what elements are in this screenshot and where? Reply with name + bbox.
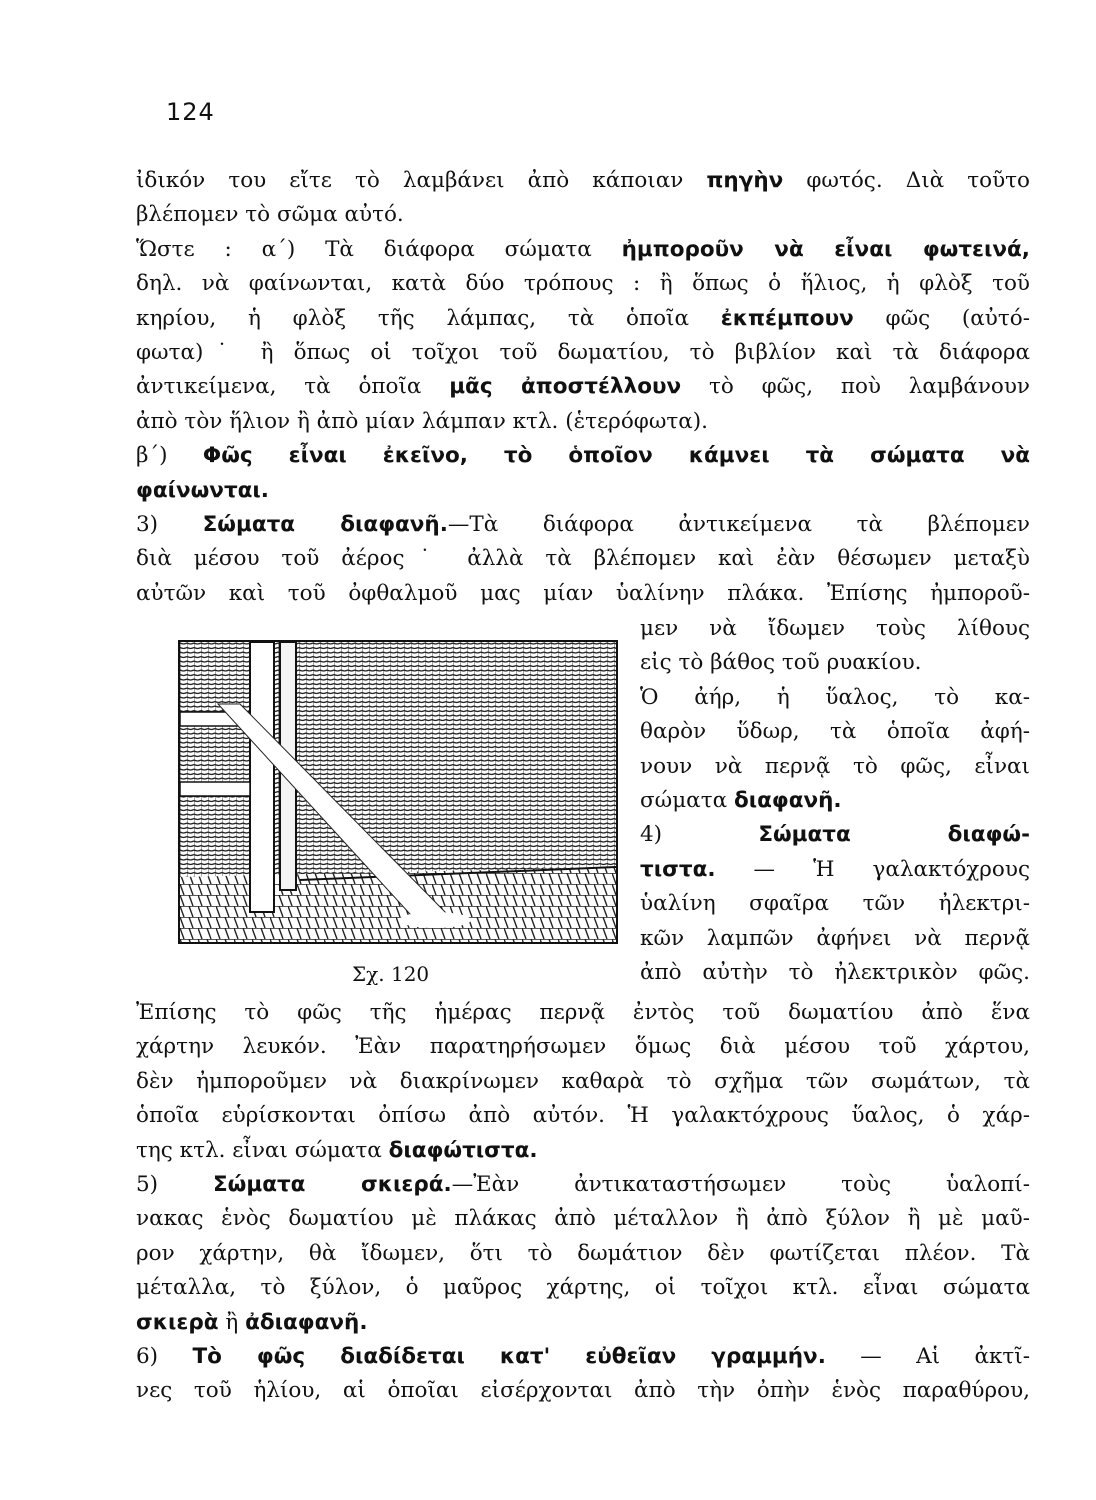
text-run: εἰς τὸ βάθος τοῦ ρυακίου. [640,650,922,676]
text-line [136,1306,1030,1340]
text-run: — Ἡ γαλακτόχρους [715,856,1030,882]
text-run: —Ἐὰν ἀντικαταστήσωμεν τοὺς ὑαλοπί- [451,1172,1030,1197]
text-line [136,1099,1030,1133]
text-line [136,996,1030,1030]
text-run: ὁποῖα εὑρίσκονται ὀπίσω ἀπὸ αὐτόν. Ἡ γαλακτόχρους ὕαλος, ὁ χάρ- [136,1103,1030,1129]
bold-term: ἀδιαφανῆ. [245,1309,368,1335]
text-run: μεν νὰ ἴδωμεν τοὺς λίθους [640,616,1030,641]
text-line [136,1340,1030,1374]
text-run: 4) [640,822,759,848]
bold-term: ἠμποροῦν νὰ εἶναι φωτεινά, [621,236,1030,262]
text-run: δὲν ἠμποροῦμεν νὰ διακρίνωμεν καθαρὰ τὸ σχῆμα τῶν σωμάτων, τὰ [136,1068,1030,1094]
text-run: διὰ μέσου τοῦ ἀέρος˙ ἀλλὰ τὰ βλέπομεν καὶ ἐὰν θέσωμεν μεταξὺ [136,546,1030,572]
text-line [640,956,1030,990]
bold-term: σκιερὰ [136,1309,219,1335]
bold-term: Σώματα διαφώ- [758,822,1030,848]
text-run: —Τὰ διάφορα ἀντικείμενα τὰ βλέπομεν [447,512,1030,537]
text-line [136,1030,1030,1064]
bold-term: Φῶς εἶναι ἐκεῖνο, τὸ ὁποῖον κάμνει τὰ σώματα νὰ [202,443,1030,469]
text-line [640,784,1030,818]
text-line [640,853,1030,887]
text-run: 3) [136,512,203,537]
text-run: κῶν λαμπῶν ἀφήνει νὰ περνᾷ [640,925,1030,951]
text-line [136,1134,1030,1168]
text-line [136,233,1030,267]
text-line [136,267,1030,301]
text-run: δηλ. νὰ φαίνωνται, κατὰ δύο τρόπους : ἢ ὅπως ὁ ἥλιος, ἡ φλὸξ τοῦ [136,271,1030,297]
figure-caption: Σχ. 120 [352,962,430,986]
bold-term: πηγὴν [706,168,784,193]
text-line [136,370,1030,404]
text-run: μέταλλα, τὸ ξύλον, ὁ μαῦρος χάρτης, οἱ τοῖχοι κτλ. εἶναι σώματα [136,1275,1030,1301]
text-line [640,646,1030,680]
text-run: 6) [136,1344,193,1369]
text-run: ἀπὸ αὐτὴν τὸ ἠλεκτρικὸν φῶς. [640,960,1030,985]
text-line [136,1168,1030,1202]
bold-term: ἐκπέμπουν [720,305,854,331]
text-line [640,715,1030,749]
text-line [640,681,1030,715]
bold-term: Σώματα διαφανῆ. [202,512,448,537]
text-run: ρον χάρτην, θὰ ἴδωμεν, ὅτι τὸ δωμάτιον δὲν φωτίζεται πλέον. Τὰ [136,1240,1030,1266]
text-run: — Αἱ ἀκτῖ- [825,1344,1030,1369]
text-line [640,750,1030,784]
text-run: φωτα)˙ ἢ ὅπως οἱ τοῖχοι τοῦ δωματίου, τὸ βιβλίον καὶ τὰ διάφορα [136,340,1030,365]
bold-term: τιστα. [640,856,716,882]
text-line [136,577,1030,611]
text-run: ἢ [218,1309,246,1335]
text-line [136,1237,1030,1271]
text-run: χάρτην λευκόν. Ἐὰν παρατηρήσωμεν ὅμως διὰ μέσου τοῦ χάρτου, [136,1034,1030,1060]
text-run: σώματα [640,788,734,813]
text-line [136,542,1030,576]
text-line [136,474,1030,508]
text-run: 5) [136,1172,213,1197]
text-line [136,439,1030,473]
text-line [136,1065,1030,1099]
text-line [640,887,1030,921]
page-number: 124 [166,98,215,126]
bold-term: Σώματα σκιερά. [213,1172,452,1197]
text-run: φῶς (αὐτό- [853,305,1030,331]
text-line [640,922,1030,956]
text-run: κηρίου, ἡ φλὸξ τῆς λάμπας, τὰ ὁποῖα [136,305,721,331]
text-run: ἰδικόν του εἴτε τὸ λαμβάνει ἀπὸ κάποιαν [136,168,707,193]
text-run: νουν νὰ περνᾷ τὸ φῶς, εἶναι [640,753,1030,779]
bold-term: φαίνωνται. [136,477,269,503]
text-line [136,1271,1030,1305]
text-run: ὑαλίνη σφαῖρα τῶν ἠλεκτρι- [640,891,1030,917]
text-line [136,164,1030,198]
bold-term: Τὸ φῶς διαδίδεται κατ' εὐθεῖαν γραμμήν. [192,1344,826,1369]
text-run: βλέπομεν τὸ σῶμα αὐτό. [136,202,404,228]
text-line [640,612,1030,646]
text-run: β΄) [136,443,203,469]
text-run: Ὥστε : α΄) Τὰ διάφορα σώματα [136,236,622,262]
text-line [136,508,1030,542]
text-run: τὸ φῶς, ποὺ λαμβάνουν [681,374,1031,400]
text-run: νες τοῦ ἡλίου, αἱ ὁποῖαι εἰσέρχονται ἀπὸ τὴν ὀπὴν ἑνὸς παραθύρου, [136,1378,1030,1404]
text-run: ἀπὸ τὸν ἥλιον ἢ ἀπὸ μίαν λάμπαν κτλ. (ἑτερόφωτα). [136,408,708,434]
text-run: ἀντικείμενα, τὰ ὁποῖα [136,374,450,400]
text-run: Ὁ ἀήρ, ἡ ὕαλος, τὸ κα- [640,684,1030,710]
figure-120-illustration [178,640,618,944]
text-run: θαρὸν ὕδωρ, τὰ ὁποῖα ἀφή- [640,719,1030,745]
text-line [136,1374,1030,1408]
bold-term: διαφώτιστα. [388,1137,538,1163]
bold-term: μᾶς ἀποστέλλουν [449,374,682,400]
text-line [136,302,1030,336]
text-line [136,198,1030,232]
text-run: νακας ἑνὸς δωματίου μὲ πλάκας ἀπὸ μέταλλον ἢ ἀπὸ ξύλον ἢ μὲ μαῦ- [136,1206,1030,1232]
text-line [136,405,1030,439]
text-run: φωτός. Διὰ τοῦτο [783,168,1030,193]
text-run: Ἐπίσης τὸ φῶς τῆς ἡμέρας περνᾷ ἐντὸς τοῦ δωματίου ἀπὸ ἕνα [136,1000,1030,1025]
bold-term: διαφανῆ. [733,788,842,813]
text-line [640,818,1030,852]
text-run: αὐτῶν καὶ τοῦ ὀφθαλμοῦ μας μίαν ὑαλίνην πλάκα. Ἐπίσης ἠμποροῦ- [136,580,1030,606]
text-line [136,1202,1030,1236]
text-run: της κτλ. εἶναι σώματα [136,1137,389,1163]
text-line [136,336,1030,370]
